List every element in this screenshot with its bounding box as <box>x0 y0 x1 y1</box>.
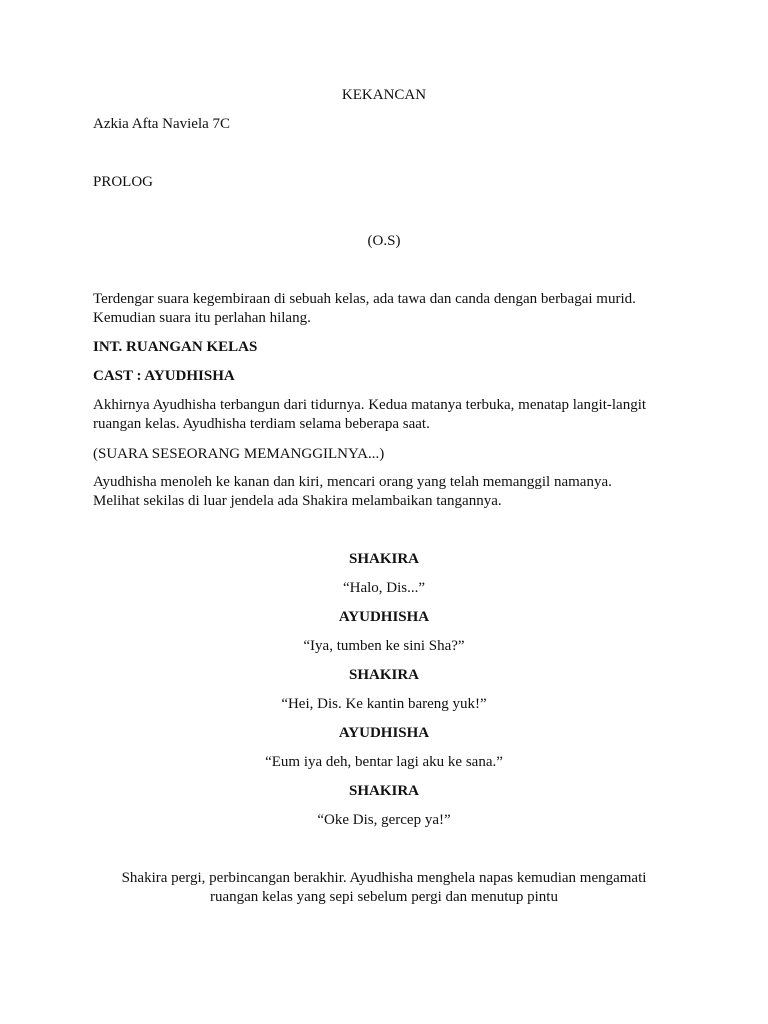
action-line-4: Melihat sekilas di luar jendela ada Shakira melambaikan tangannya. <box>93 493 502 509</box>
speaker-name: AYUDHISHA <box>338 725 430 741</box>
intro-line-2: Kemudian suara itu perlahan hilang. <box>93 310 311 326</box>
speaker-name: AYUDHISHA <box>338 609 430 625</box>
speaker-name: SHAKIRA <box>348 551 419 567</box>
action-line-1: Akhirnya Ayudhisha terbangun dari tidurnya. Kedua matanya terbuka, menatap langit-langit <box>93 397 647 413</box>
speaker-name: SHAKIRA <box>348 667 419 683</box>
dialogue-line: “Halo, Dis...” <box>342 580 426 596</box>
scene-heading: INT. RUANGAN KELAS <box>93 339 258 355</box>
dialogue-line: “Hei, Dis. Ke kantin bareng yuk!” <box>281 696 487 712</box>
section-heading: PROLOG <box>93 174 154 190</box>
document-title: KEKANCAN <box>341 87 427 103</box>
author-line: Azkia Afta Naviela 7C <box>93 116 231 132</box>
action-line-3: Ayudhisha menoleh ke kanan dan kiri, mencari orang yang telah memanggil namanya. <box>93 474 612 490</box>
sound-cue: (SUARA SESEORANG MEMANGGILNYA...) <box>93 446 385 462</box>
action-line-2: ruangan kelas. Ayudhisha terdiam selama beberapa saat. <box>93 416 430 432</box>
intro-line-1: Terdengar suara kegembiraan di sebuah kelas, ada tawa dan canda dengan berbagai murid. <box>93 291 636 307</box>
closing-line-1: Shakira pergi, perbincangan berakhir. Ayudhisha menghela napas kemudian mengamati <box>121 870 647 886</box>
closing-line-2: ruangan kelas yang sepi sebelum pergi dan menutup pintu <box>210 889 558 905</box>
dialogue-line: “Eum iya deh, bentar lagi aku ke sana.” <box>265 754 503 770</box>
cast-line: CAST : AYUDHISHA <box>93 368 235 384</box>
offscreen-note: (O.S) <box>367 233 401 249</box>
dialogue-line: “Oke Dis, gercep ya!” <box>317 812 451 828</box>
dialogue-line: “Iya, tumben ke sini Sha?” <box>303 638 465 654</box>
speaker-name: SHAKIRA <box>348 783 419 799</box>
